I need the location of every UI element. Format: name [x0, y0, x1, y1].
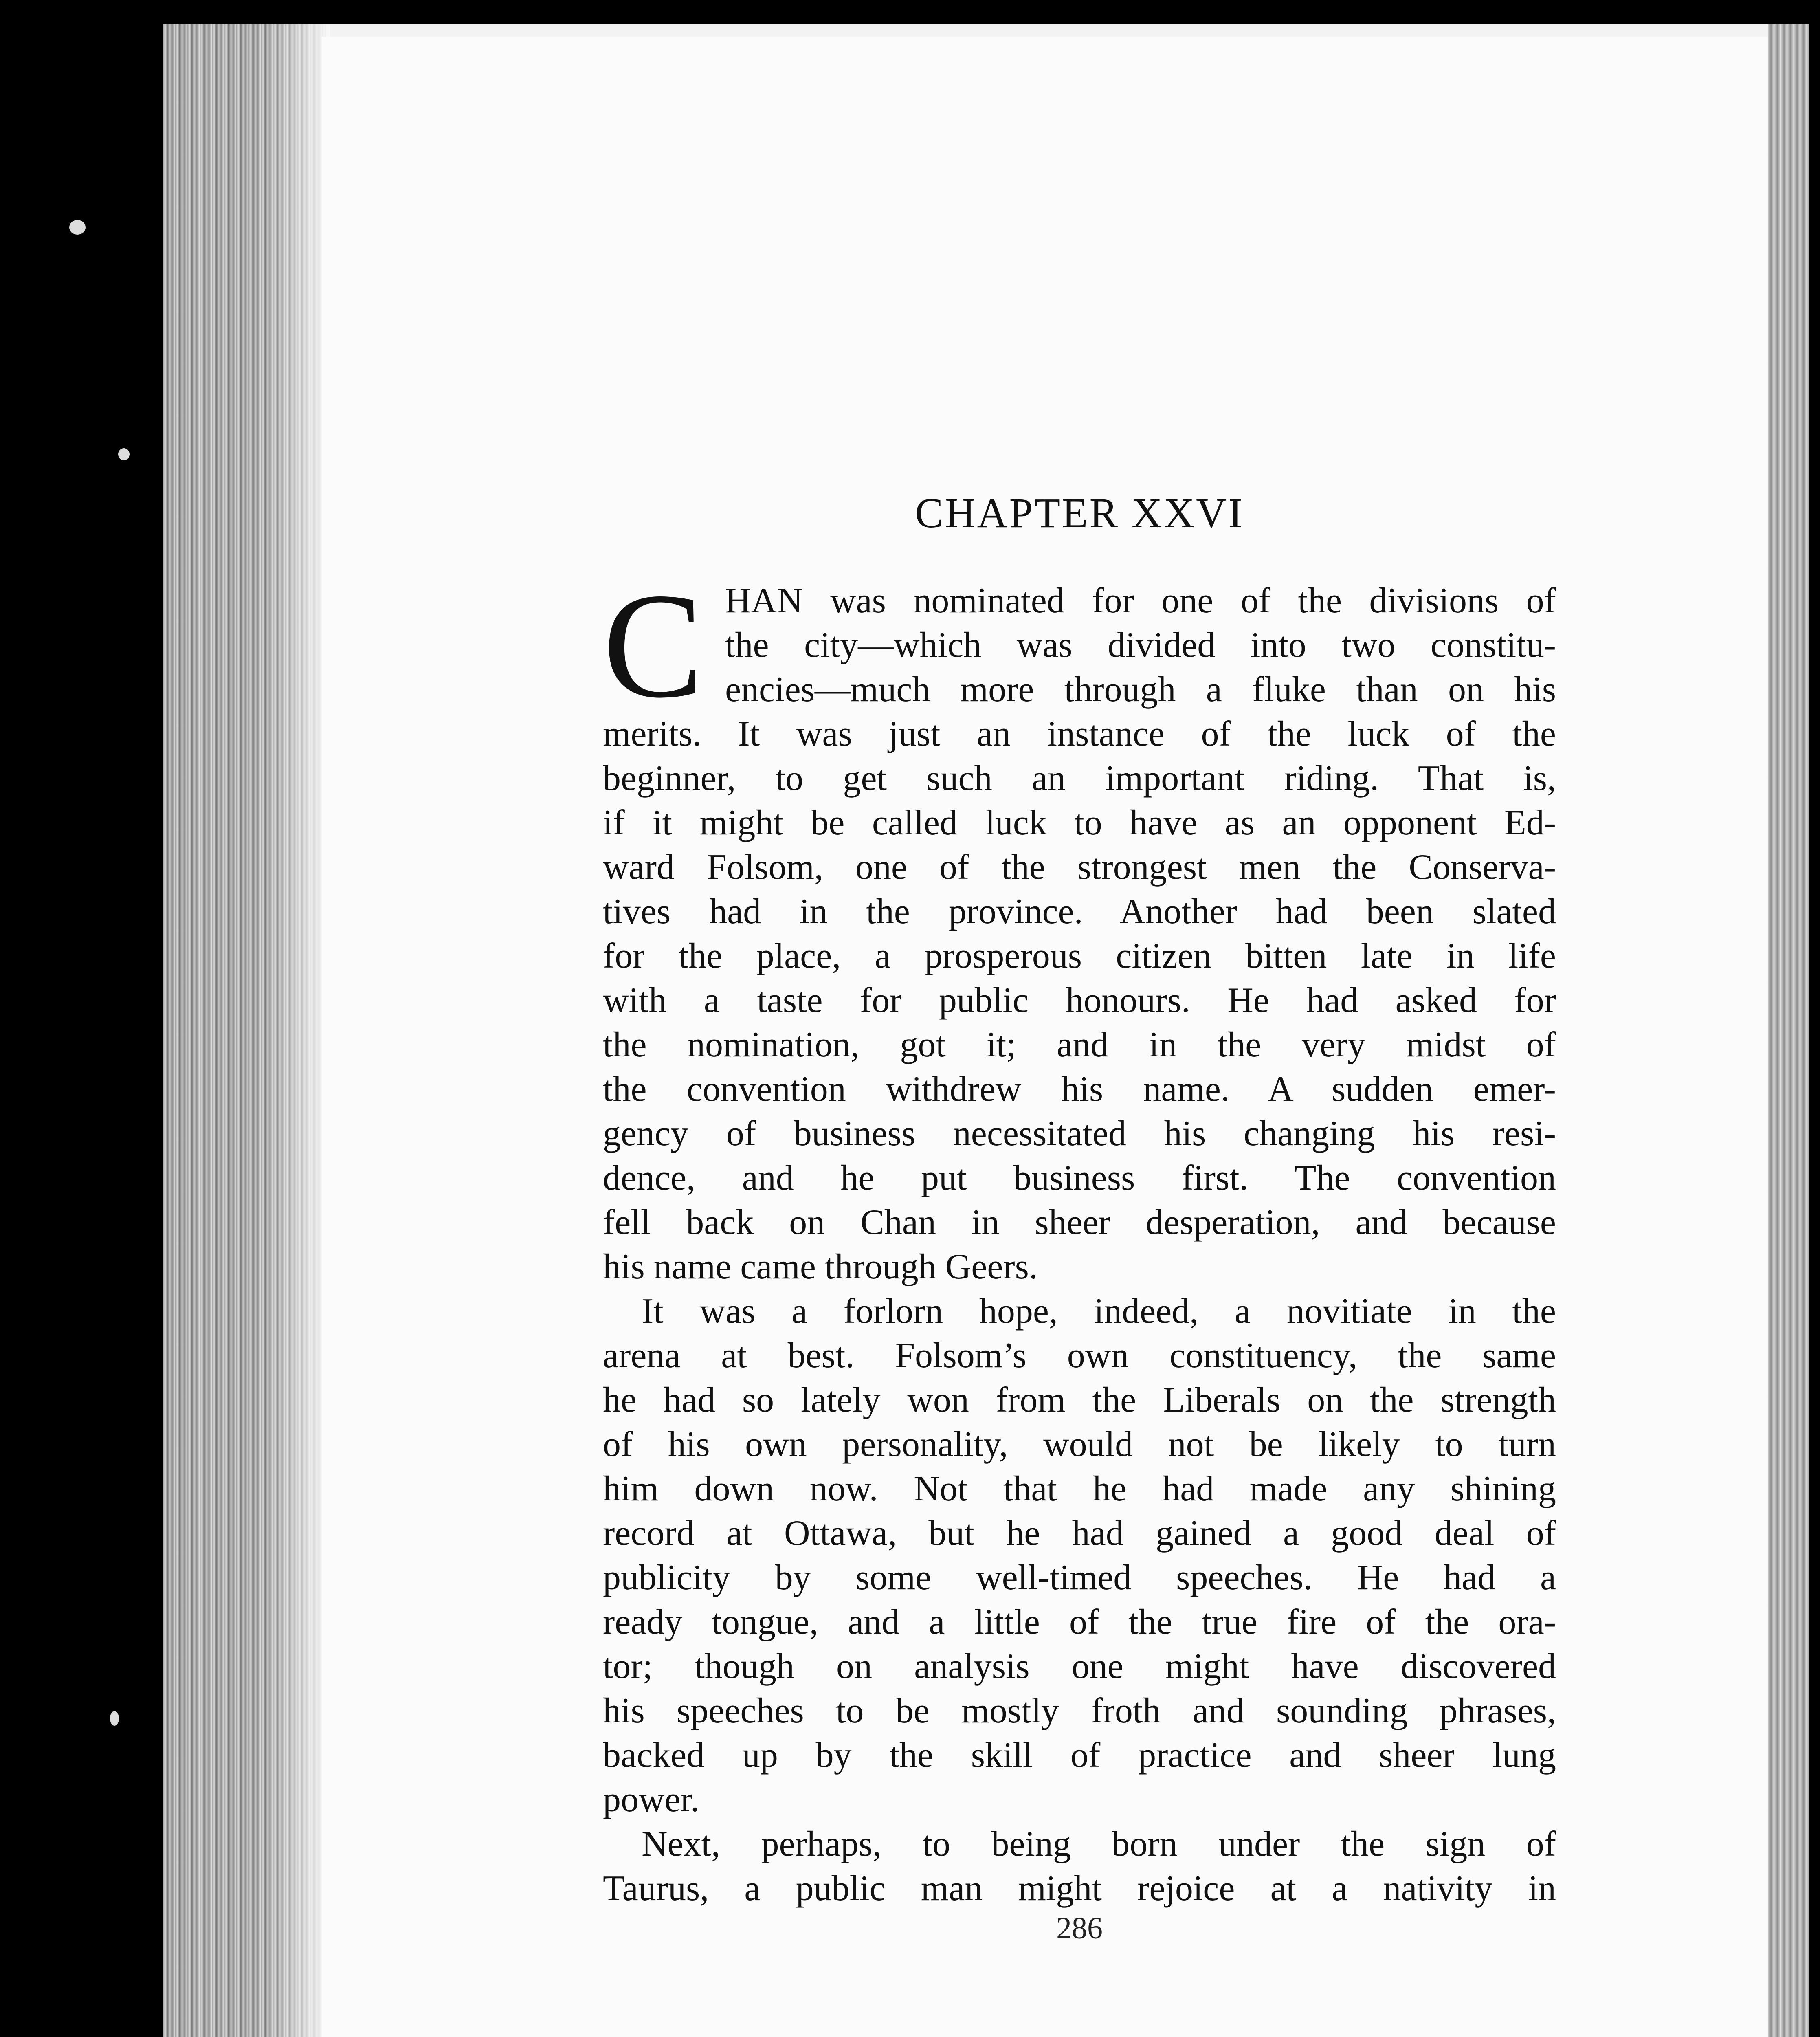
text-line: backed up by the skill of practice and sheer lung [603, 1736, 1556, 1775]
body-text [603, 562, 1556, 1911]
text-line: HAN was nominated for one of the divisions of [725, 581, 1556, 620]
text-line: arena at best. Folsom’s own constituency, the same [603, 1336, 1556, 1375]
page-number: 286 [1056, 1911, 1103, 1945]
drop-cap: C [603, 562, 703, 729]
text-line: Taurus, a public man might rejoice at a nativity in [603, 1869, 1556, 1908]
text-line: if it might be called luck to have as an opponent Ed- [603, 803, 1556, 843]
text-line: the nomination, got it; and in the very midst of [603, 1025, 1556, 1065]
text-line: of his own personality, would not be likely to turn [603, 1425, 1556, 1464]
text-line: him down now. Not that he had made any shining [603, 1469, 1556, 1509]
text-line: encies—much more through a fluke than on his [725, 670, 1556, 709]
text-line: his name came through Geers. [603, 1247, 1038, 1287]
third-paragraph [603, 1822, 1556, 1911]
text-line: the city—which was divided into two constitu- [725, 625, 1556, 665]
text-line: dence, and he put business first. The convention [603, 1158, 1556, 1198]
text-line: ready tongue, and a little of the true fire of the ora- [603, 1602, 1556, 1642]
text-line: gency of business necessitated his changing his resi- [603, 1114, 1556, 1153]
chapter-title: CHAPTER XXVI [915, 490, 1244, 537]
text-line: Next, perhaps, to being born under the sign of [642, 1824, 1556, 1864]
text-line: merits. It was just an instance of the luck of the [603, 714, 1556, 754]
text-line: record at Ottawa, but he had gained a good deal of [603, 1513, 1556, 1553]
text-line: with a taste for public honours. He had asked for [603, 981, 1556, 1020]
text-line: fell back on Chan in sheer desperation, and because [603, 1203, 1556, 1242]
text-line: power. [603, 1780, 700, 1819]
scan-speck [69, 220, 86, 235]
text-line: he had so lately won from the Liberals on the strength [603, 1380, 1556, 1420]
text-line: tor; though on analysis one might have discovered [603, 1647, 1556, 1686]
scan-speck [118, 448, 130, 460]
page-edge-fade [265, 24, 330, 2037]
text-line: for the place, a prosperous citizen bitten late in life [603, 936, 1556, 976]
scan-speck [110, 1711, 119, 1726]
text-line: It was a forlorn hope, indeed, a novitiate in the [642, 1291, 1556, 1331]
text-line: beginner, to get such an important riding. That is, [603, 759, 1556, 798]
second-paragraph [603, 1289, 1556, 1822]
text-line: the convention withdrew his name. A sudden emer- [603, 1069, 1556, 1109]
page-edge-right [1768, 24, 1809, 2037]
text-line: ward Folsom, one of the strongest men the Conserva- [603, 847, 1556, 887]
text-line: publicity by some well-timed speeches. He had a [603, 1558, 1556, 1597]
first-paragraph [603, 562, 1556, 1289]
text-line: tives had in the province. Another had been slated [603, 892, 1556, 931]
text-line: his speeches to be mostly froth and sounding phrases, [603, 1691, 1556, 1731]
